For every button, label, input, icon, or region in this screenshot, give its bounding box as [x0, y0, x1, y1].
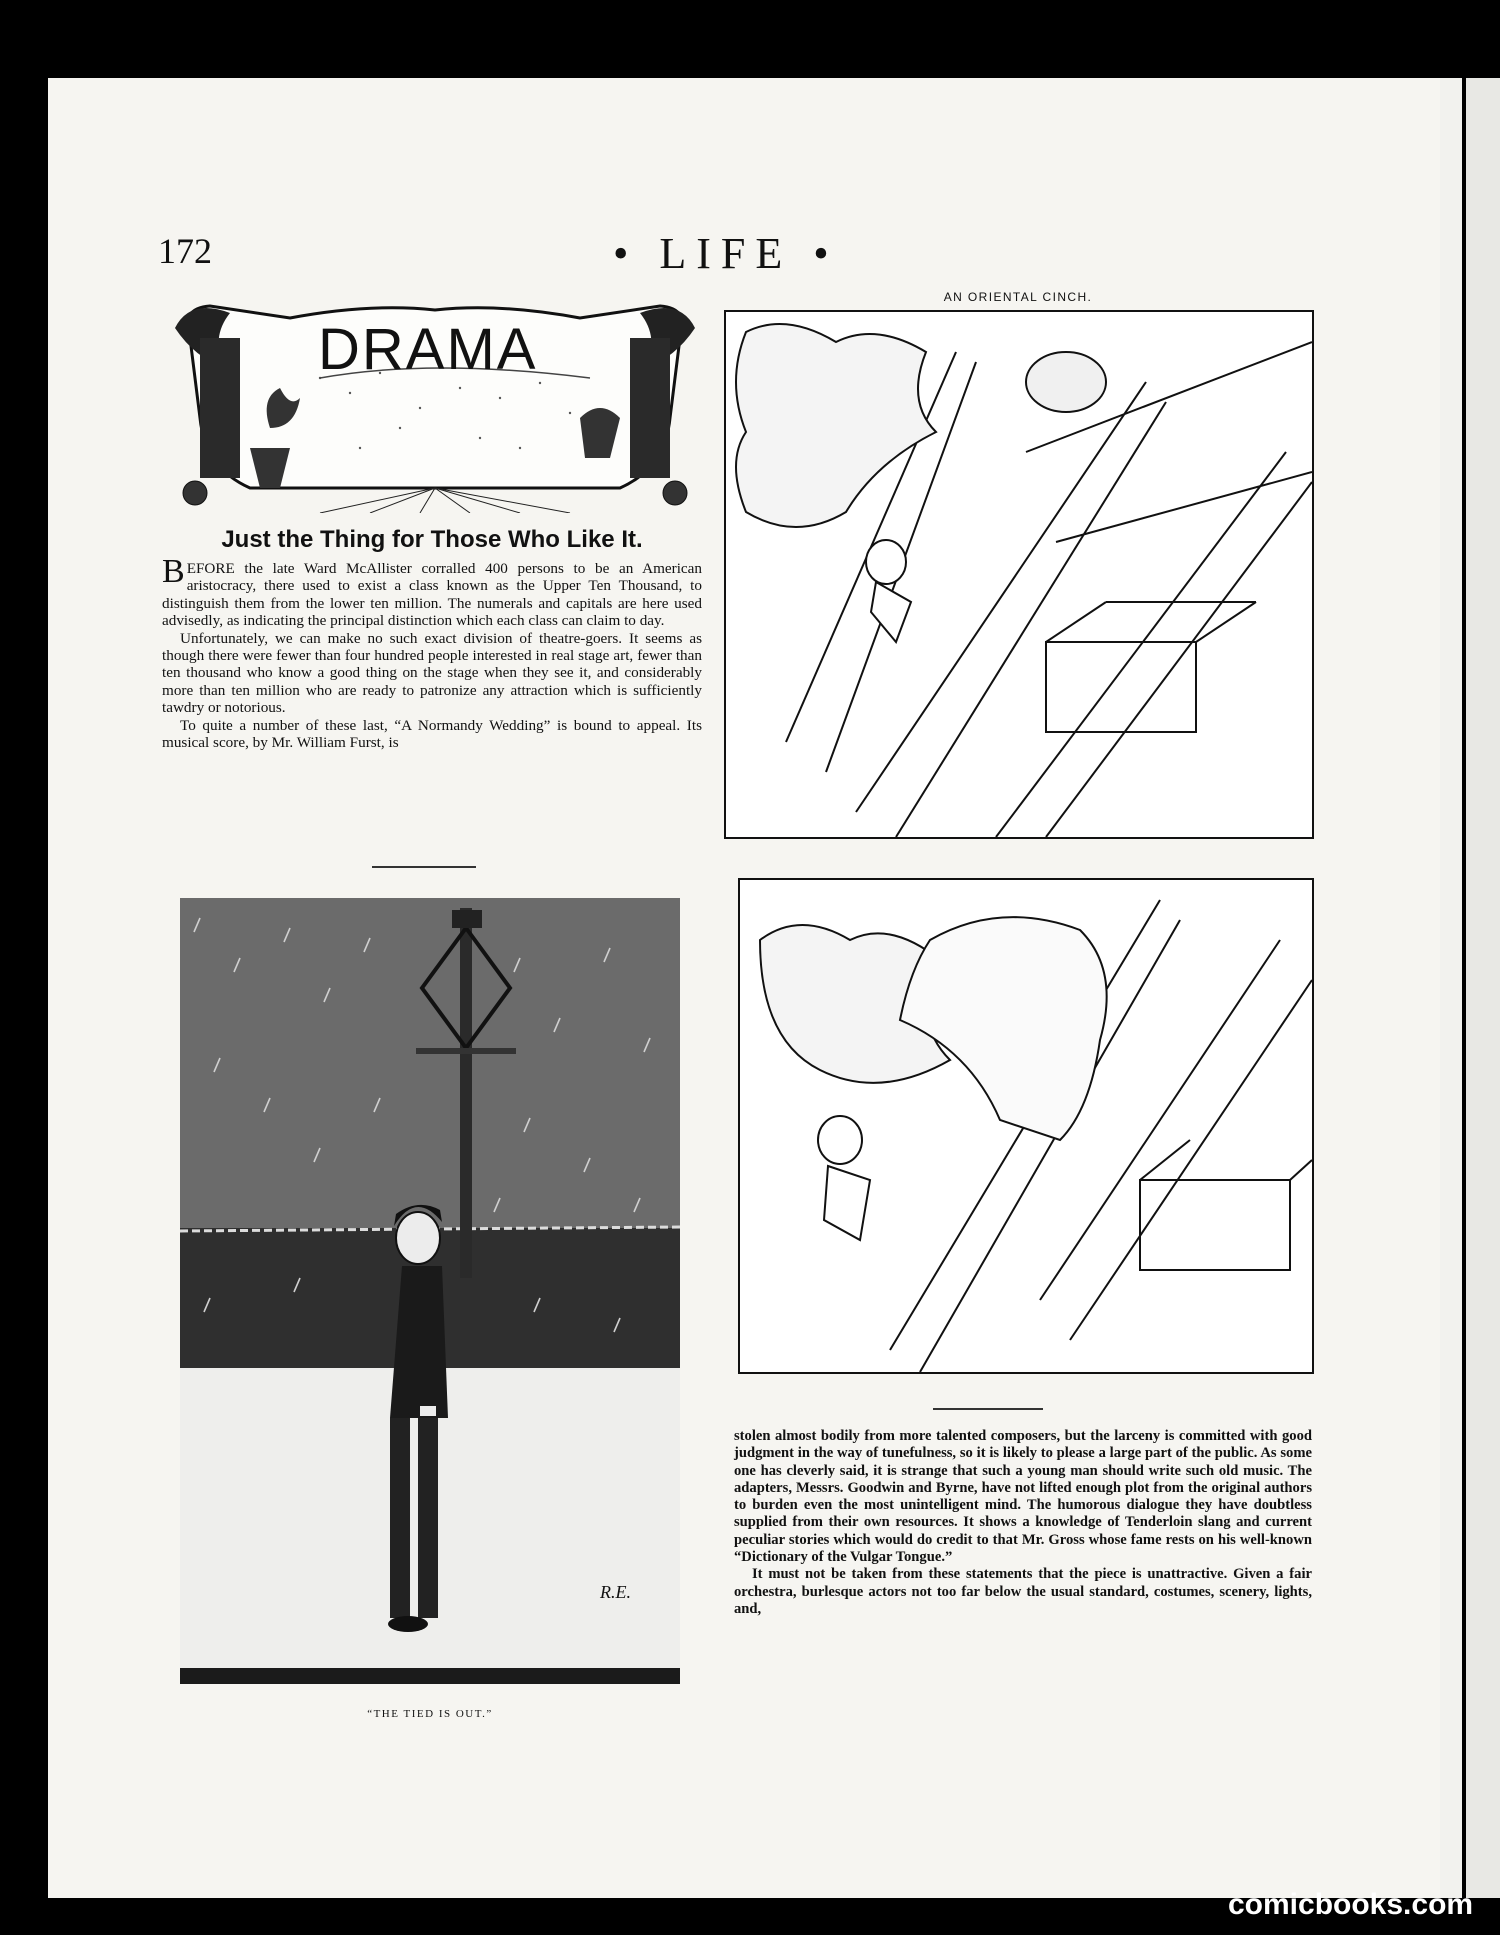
paragraph-1-text: EFORE the late Ward McAllister corralled 400 persons to be an American aristocracy, there used to exist a class known as the Upper Ten Thousand, to distinguish them from the lower ten million. The numerals and capitals are here used advisedly, as indicating the principal distinction which each class can claim to day. — [162, 560, 702, 630]
continued-paragraph-1: stolen almost bodily from more talented composers, but the larceny is committed with good judgment in the way of tunefulness, so it is likely to please a large part of the public. As some one has cleverly said, it is strange that such a young man should write such old music. The adapters, Messrs. Goodwin and Byrne, have not lifted enough plot from the original authors to burden even the most unintelligent mind. The humorous dialogue they have doubtless supplied from their own resources. It shows a knowledge of Tenderloin slang and current peculiar stories which would do credit to that Mr. Gross whose fame rests on his well-known “Dictionary of the Vulgar Tongue.” — [734, 1428, 1312, 1566]
drama-banner-word: DRAMA — [318, 317, 538, 382]
cartoon-panel-2 — [738, 878, 1314, 1374]
article-column-left — [162, 553, 702, 752]
drop-cap: B — [162, 553, 185, 590]
cartoon-title: AN ORIENTAL CINCH. — [943, 290, 1093, 304]
site-watermark: comicbooks.com — [1228, 1888, 1474, 1921]
continued-paragraph-2: It must not be taken from these statements that the piece is unattractive. Given a fair orchestra, burlesque actors not too far below the usual standard, costumes, scenery, lights, and, — [734, 1566, 1312, 1617]
page-number: 172 — [158, 231, 212, 271]
article-column-right — [734, 1428, 1312, 1618]
svg-text:R.E.: R.E. — [600, 1582, 631, 1602]
column-divider-rule-right — [933, 1408, 1043, 1410]
tied-illustration-caption: “THE TIED IS OUT.” — [367, 1708, 493, 1720]
article-paragraph-1 — [162, 553, 702, 630]
tied-is-out-illustration — [180, 898, 680, 1684]
cartoon-panel-1 — [724, 310, 1314, 839]
article-heading: Just the Thing for Those Who Like It. — [221, 526, 643, 553]
column-divider-rule — [372, 866, 476, 868]
page-header — [158, 228, 1378, 278]
article-paragraph-2: Unfortunately, we can make no such exact division of theatre-goers. It seems as though there were fewer than four hundred people interested in real stage art, fewer than ten thousand who know a good thing on the stage when they see it, and considerably more than ten million who are ready to patronize any attraction which is sufficiently tawdry or notorious. — [162, 629, 702, 717]
running-title: • LIFE • — [613, 229, 839, 278]
next-page-edge — [1440, 78, 1462, 1898]
article-paragraph-3: To quite a number of these last, “A Normandy Wedding” is bound to appeal. Its musical score, by Mr. William Furst, is — [162, 716, 702, 752]
next-page-edge-outer — [1466, 78, 1500, 1898]
